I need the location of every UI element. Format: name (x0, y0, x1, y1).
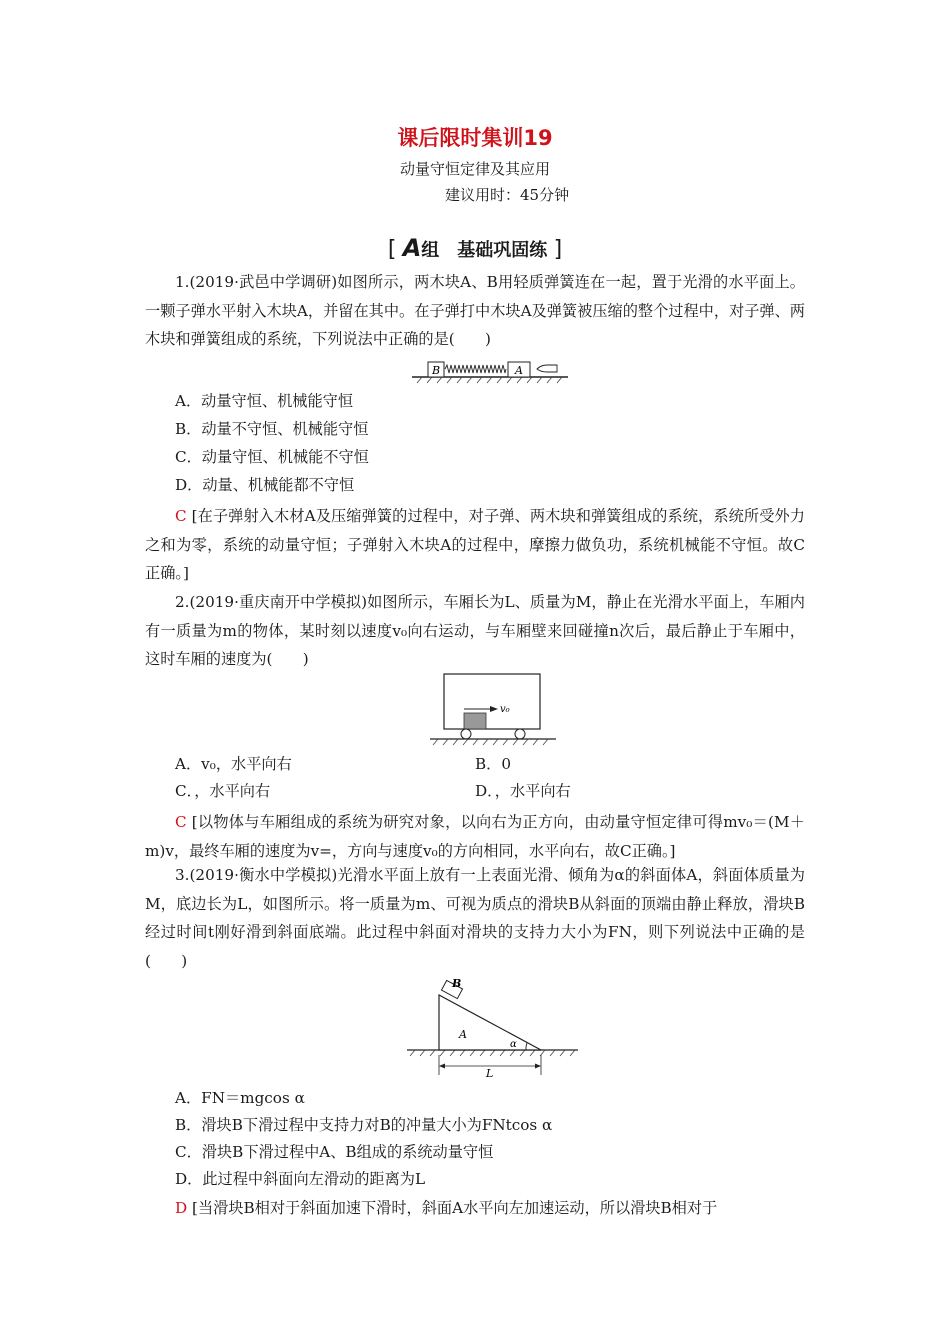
q1-solution (145, 502, 805, 588)
q1-block-b-label: B (432, 364, 441, 377)
q2-carriage (444, 674, 540, 729)
q1-option-a: A．动量守恒、机械能守恒 (175, 392, 354, 410)
q1-spring (445, 365, 506, 373)
q3-option-b: B．滑块B下滑过程中支持力对B的冲量大小为FNtcos α (175, 1116, 553, 1134)
q2-wheel-left (461, 729, 471, 739)
q3-base-label: L (486, 1067, 494, 1080)
q2-explanation: [以物体与车厢组成的系统为研究对象，以向右为正方向，由动量守恒定律可得mv₀＝(M＋m)v，最终车厢的速度为v=，方向与速度v₀的方向相同，水平向右，故C正确。] (145, 813, 805, 860)
page-title: 课后限时集训19 (397, 126, 553, 150)
q1-stem: 1.(2019·武邑中学调研)如图所示，两木块A、B用轻质弹簧连在一起，置于光滑的水平面上。一颗子弹水平射入木块A，并留在其中。在子弹打中木块A及弹簧被压缩的整个过程中，对子弹、两木块和弹簧组成的系统，下列说法中正确的是( ) (145, 273, 805, 348)
q2-stem: 2.(2019·重庆南开中学模拟)如图所示，车厢长为L、质量为M，静止在光滑水平面上，车厢内有一质量为m的物体，某时刻以速度v₀向右运动，与车厢壁来回碰撞n次后，最后静止于车厢中，这时车厢的速度为( ) (145, 593, 805, 668)
q2-wheel-right (515, 729, 525, 739)
q3-answer: D (175, 1199, 188, 1217)
page-subtitle: 动量守恒定律及其应用 (399, 160, 550, 178)
q2-velocity-label: v₀ (500, 704, 510, 715)
q2-figure (428, 668, 558, 746)
q2-option-a: A．v₀，水平向右 (175, 755, 292, 773)
q2-option-b: B．0 (475, 755, 512, 773)
q3-solution (145, 1194, 805, 1223)
q1-option-c: C．动量守恒、机械能不守恒 (175, 448, 369, 466)
group-heading: [ A组 基础巩固练 ] (387, 234, 563, 262)
q1-explanation: [在子弹射入木材A及压缩弹簧的过程中，对子弹、两木块和弹簧组成的系统，系统所受外力之和为零，系统的动量守恒；子弹射入木块A的过程中，摩擦力做负功，系统机械能不守恒。故C正确。] (145, 507, 805, 582)
q2-answer: C (175, 813, 187, 831)
q1-option-b: B．动量不守恒、机械能守恒 (175, 420, 369, 438)
group-letter: A (402, 234, 422, 262)
q1-block-a-label: A (515, 364, 523, 377)
q3-option-a: A．FN＝mgcos α (175, 1089, 305, 1107)
q3-figure (405, 975, 580, 1080)
q3-stem: 3.(2019·衡水中学模拟)光滑水平面上放有一上表面光滑、倾角为α的斜面体A，斜面体质量为M，底边长为L，如图所示。将一质量为m、可视为质点的滑块B从斜面的顶端由静止释放，滑块B经过时间t刚好滑到斜面底端。此过程中斜面对滑块的支持力大小为FN，则下列说法中正确的是( ) (145, 866, 805, 970)
q3-wedge-label: A (459, 1028, 467, 1041)
q3-block-label: B (452, 977, 462, 990)
q2-solution (145, 808, 805, 865)
q1-figure (410, 358, 570, 384)
q3-angle-label: α (510, 1039, 517, 1050)
q3-wedge (439, 995, 541, 1050)
q2-option-d: D．，水平向右 (475, 782, 571, 800)
q3-explanation: [当滑块B相对于斜面加速下滑时，斜面A水平向左加速运动，所以滑块B相对于 (192, 1199, 718, 1217)
group-label: 组 基础巩固练 (421, 240, 548, 261)
q1-option-d: D．动量、机械能都不守恒 (175, 476, 355, 494)
q2-option-c: C．，水平向右 (175, 782, 271, 800)
q3-option-d: D．此过程中斜面向左滑动的距离为L (175, 1170, 426, 1188)
q3-option-c: C．滑块B下滑过程中A、B组成的系统动量守恒 (175, 1143, 494, 1161)
q1-bullet (537, 365, 557, 372)
q1-answer: C (175, 507, 187, 525)
time-hint: 建议用时：45分钟 (445, 186, 570, 204)
q2-object (464, 713, 486, 729)
